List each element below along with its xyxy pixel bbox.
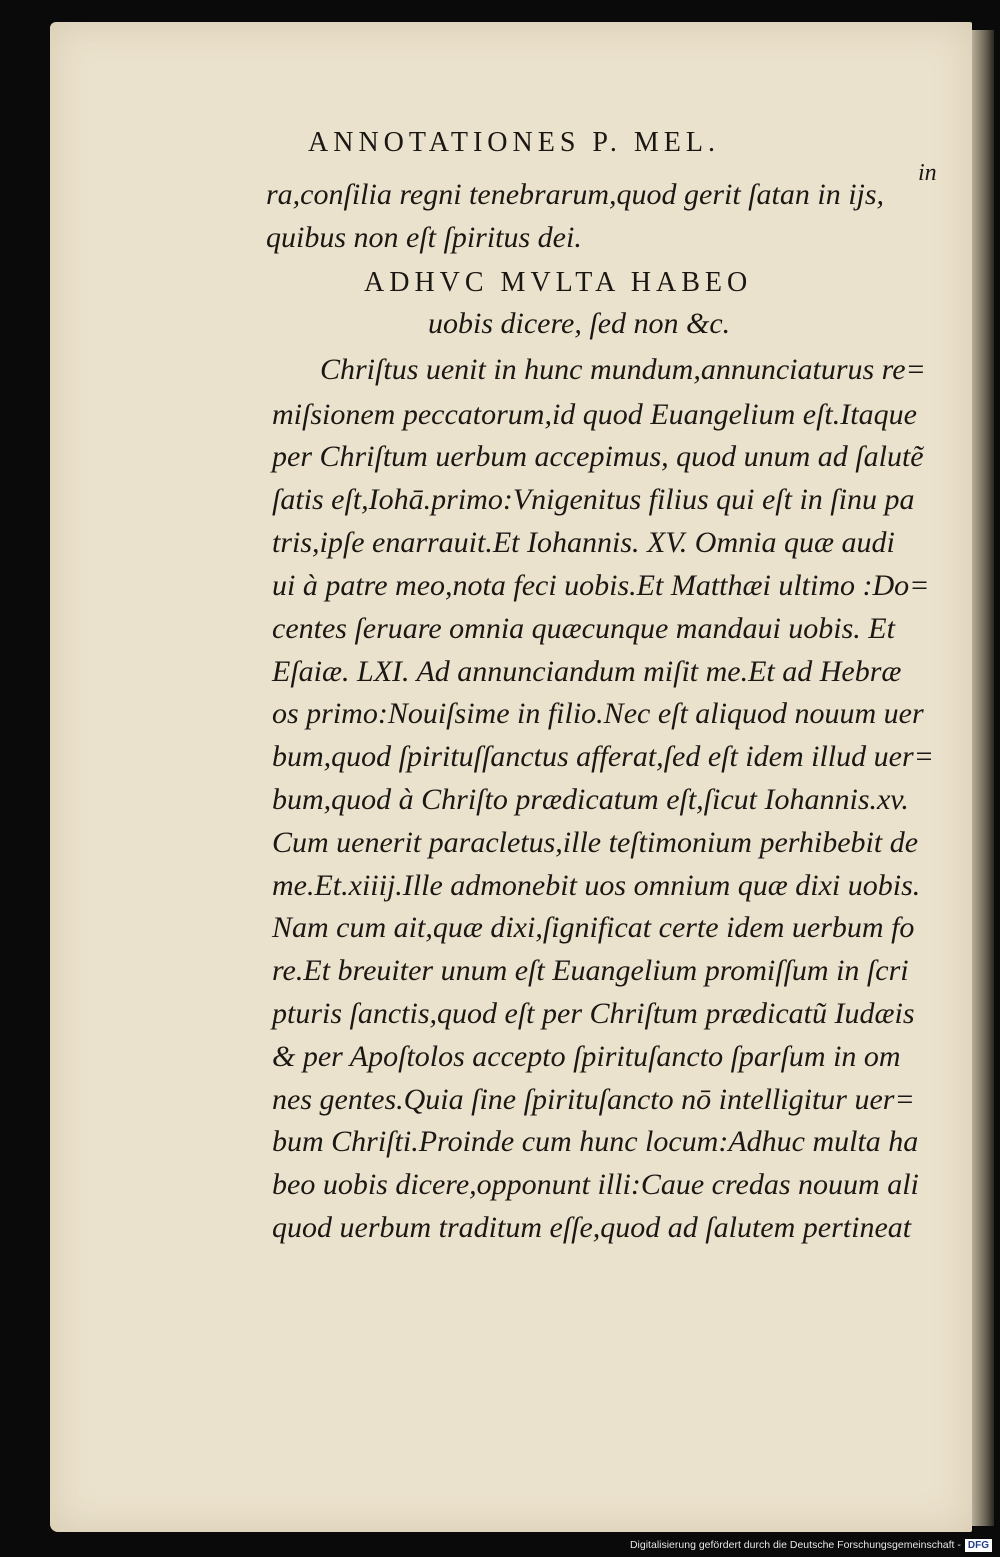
running-head: ANNOTATIONES P. MEL. <box>308 127 720 158</box>
text-line: Eſaiæ. LXI. Ad annunciandum miſit me.Et ad Hebræ <box>272 655 902 688</box>
section-heading: ADHVC MVLTA HABEO <box>364 267 753 298</box>
text-line: tris,ipſe enarrauit.Et Iohannis. XV. Omnia quæ audi <box>272 526 895 559</box>
text-line: beo uobis dicere,opponunt illi:Caue credas nouum ali <box>272 1168 919 1201</box>
dfg-logo: DFG <box>965 1539 992 1552</box>
text-line: Chriſtus uenit in hunc mundum,annunciaturus re= <box>320 353 926 386</box>
text-line: per Chriſtum uerbum accepimus, quod unum ad ſalutẽ <box>272 440 924 473</box>
digitization-credit <box>630 1536 992 1554</box>
text-line: centes ſeruare omnia quæcunque mandaui uobis. Et <box>272 612 895 645</box>
text-line: ui à patre meo,nota feci uobis.Et Matthæi ultimo :Do= <box>272 569 930 602</box>
text-line: quod uerbum traditum eſſe,quod ad ſalutem pertineat <box>272 1211 912 1244</box>
text-line: & per Apoſtolos accepto ſpirituſancto ſparſum in om <box>272 1040 901 1073</box>
text-line: bum,quod ſpirituſſanctus afferat,ſed eſt idem illud uer= <box>272 740 934 773</box>
marginal-note: in <box>918 160 937 186</box>
text-line: quibus non eſt ſpiritus dei. <box>266 221 582 254</box>
text-line: me.Et.xiiij.Ille admonebit uos omnium quæ dixi uobis. <box>272 869 921 902</box>
text-line: Nam cum ait,quæ dixi,ſignificat certe idem uerbum fo <box>272 911 915 944</box>
text-line: ſatis eſt,Iohā.primo:Vnigenitus filius qui eſt in ſinu pa <box>272 483 915 516</box>
text-line: os primo:Nouiſsime in filio.Nec eſt aliquod nouum uer <box>272 697 924 730</box>
text-line: miſsionem peccatorum,id quod Euangelium eſt.Itaque <box>272 398 917 431</box>
text-line: bum,quod à Chriſto prædicatum eſt,ſicut Iohannis.xv. <box>272 783 909 816</box>
text-line: ra,conſilia regni tenebrarum,quod gerit ſatan in ijs, <box>266 178 885 211</box>
text-line: re.Et breuiter unum eſt Euangelium promiſſum in ſcri <box>272 954 909 987</box>
text-line: nes gentes.Quia ſine ſpirituſancto nō intelligitur uer= <box>272 1083 915 1116</box>
section-heading-continued: uobis dicere, ſed non &c. <box>428 307 731 340</box>
text-line: pturis ſanctis,quod eſt per Chriſtum prædicatũ Iudæis <box>272 997 915 1030</box>
credit-text: Digitalisierung gefördert durch die Deutsche Forschungsgemeinschaft - <box>629 1539 961 1551</box>
text-line: Cum uenerit paracletus,ille teſtimonium perhibebit de <box>272 826 919 859</box>
text-line: bum Chriſti.Proinde cum hunc locum:Adhuc multa ha <box>272 1125 919 1158</box>
